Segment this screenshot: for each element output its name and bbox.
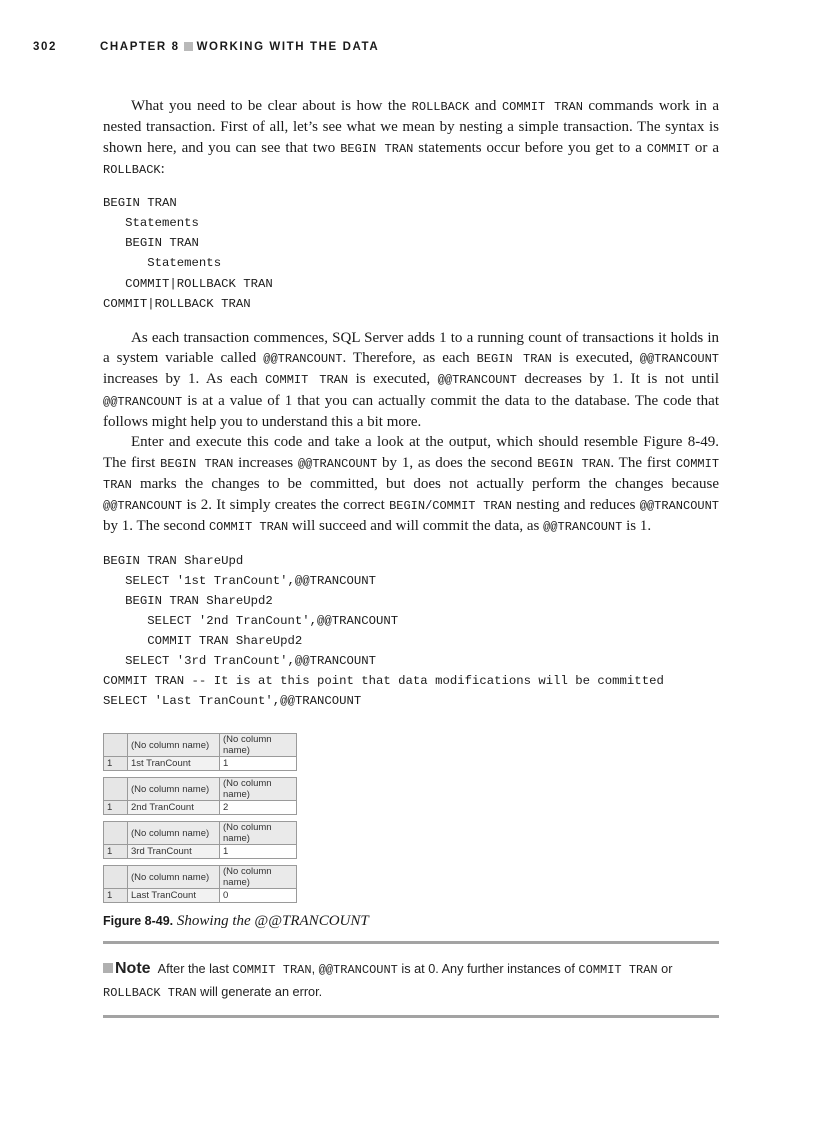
text-run: by 1. The second	[103, 518, 209, 535]
grid-corner	[104, 866, 128, 889]
inline-code: BEGIN TRAN	[160, 456, 234, 471]
note-square-icon	[103, 963, 113, 973]
inline-code: @@TRANCOUNT	[103, 499, 183, 514]
inline-code: COMMIT TRAN	[208, 520, 289, 535]
grid-header-row	[104, 866, 297, 889]
chapter-title: WORKING WITH THE DATA	[196, 41, 380, 53]
row-number: 1	[104, 889, 128, 903]
inline-code: BEGIN TRAN	[537, 456, 611, 471]
text-run: is at 0. Any further instances of	[397, 962, 579, 976]
text-run: is 2. It simply creates the correct	[182, 497, 390, 514]
running-header	[33, 41, 733, 59]
inline-code: ROLLBACK TRAN	[103, 986, 197, 1000]
text-run: decreases by 1. It is not until	[516, 371, 720, 388]
grid-header-row	[104, 734, 297, 757]
text-run: What you need to be clear about is how the	[131, 98, 412, 114]
inline-code: BEGIN TRAN	[340, 141, 414, 156]
grid-corner	[104, 778, 128, 801]
note-label: Note	[115, 960, 151, 977]
paragraph-execute	[103, 432, 719, 537]
note-bottom-rule	[103, 1015, 719, 1018]
grid-corner	[104, 734, 128, 757]
separator-square-icon	[184, 42, 193, 51]
column-header: (No column name)	[128, 734, 220, 757]
inline-code: @@TRANCOUNT	[437, 373, 517, 388]
figure-caption	[103, 913, 719, 930]
row-number: 1	[104, 757, 128, 771]
column-header: (No column name)	[128, 866, 220, 889]
inline-code: COMMIT	[646, 141, 691, 156]
text-run: is executed,	[348, 371, 438, 388]
inline-code: @@TRANCOUNT	[318, 963, 398, 977]
grid-row	[104, 845, 297, 859]
text-run: ,	[311, 962, 319, 976]
grid-cell: 1	[220, 757, 297, 771]
grid-cell: 1	[220, 845, 297, 859]
result-grid	[103, 733, 297, 771]
text-run: increases by 1. As each	[103, 371, 266, 388]
inline-code: COMMIT TRAN	[265, 373, 349, 388]
result-grid	[103, 865, 297, 903]
text-run: commands work in a nested transaction. First of all, let’s see what we mean by nesting a simple transaction. The syntax is shown here, and you can see that two	[103, 98, 720, 156]
inline-code: COMMIT TRAN	[501, 100, 583, 114]
page-number: 302	[33, 41, 57, 53]
row-number: 1	[104, 845, 128, 859]
text-run: is 1.	[622, 518, 652, 535]
main-content	[103, 96, 719, 930]
text-run: Enter and execute this code and take a look at the output, which should resemble Figure 8-49. The first	[103, 434, 719, 471]
result-grid	[103, 777, 297, 815]
grid-row	[104, 757, 297, 771]
grid-cell: 2	[220, 801, 297, 815]
inline-code: BEGIN TRAN	[476, 352, 552, 367]
inline-code: ROLLBACK	[103, 162, 161, 177]
text-run: will generate an error.	[196, 985, 323, 999]
text-run: :	[160, 160, 165, 177]
column-header: (No column name)	[220, 822, 297, 845]
grid-cell: 0	[220, 889, 297, 903]
text-run: marks the changes to be committed, but does not actually perform the changes because	[131, 475, 719, 492]
inline-code: @@TRANCOUNT	[639, 352, 719, 367]
note-box	[103, 941, 719, 1018]
result-grid	[103, 821, 297, 859]
text-run: . Therefore, as each	[342, 350, 477, 367]
code-block-example: BEGIN TRAN ShareUpd SELECT '1st TranCount',@@TRANCOUNT BEGIN TRAN ShareUpd2 SELECT '2nd TranCount',@@TRANCOUNT COMMIT TRAN ShareUpd2 SELECT '3rd TranCount',@@TRANCOUNT COMMIT TRAN -- It is at this point that data modifications will be committed SELECT 'Last TranCount',@@TRANCOUNT	[103, 553, 664, 709]
text-run: or	[657, 962, 673, 976]
column-header: (No column name)	[220, 778, 297, 801]
grid-row	[104, 801, 297, 815]
row-number: 1	[104, 801, 128, 815]
chapter-label: CHAPTER 8	[100, 41, 180, 53]
text-run: nesting and reduces	[511, 497, 640, 514]
note-text	[103, 944, 719, 1015]
column-header: (No column name)	[220, 734, 297, 757]
grid-cell: 3rd TranCount	[128, 845, 220, 859]
text-run: After the last	[157, 962, 233, 976]
chapter-heading	[100, 41, 379, 53]
inline-code: ROLLBACK	[411, 100, 470, 114]
paragraph-trancount	[103, 328, 719, 432]
text-run: . The first	[610, 454, 676, 471]
inline-code: BEGIN/COMMIT TRAN	[389, 499, 512, 514]
grid-cell: Last TranCount	[128, 889, 220, 903]
inline-code: @@TRANCOUNT	[543, 520, 623, 535]
grid-row	[104, 889, 297, 903]
text-run: and	[469, 98, 502, 114]
column-header: (No column name)	[128, 822, 220, 845]
inline-code: @@TRANCOUNT	[297, 456, 378, 471]
inline-code: COMMIT TRAN	[103, 456, 720, 492]
grid-header-row	[104, 778, 297, 801]
column-header: (No column name)	[128, 778, 220, 801]
text-run: is at a value of 1 that you can actually commit the data to the database. The code that follows might help you to understand this a bit more.	[103, 392, 719, 430]
text-run: or a	[690, 139, 720, 156]
text-run: statements occur before you get to a	[413, 139, 647, 156]
text-run: increases	[233, 454, 298, 471]
code-block-syntax: BEGIN TRAN Statements BEGIN TRAN Statements COMMIT|ROLLBACK TRAN COMMIT|ROLLBACK TRAN	[103, 196, 273, 311]
inline-code: @@TRANCOUNT	[263, 352, 343, 367]
grid-cell: 2nd TranCount	[128, 801, 220, 815]
grid-cell: 1st TranCount	[128, 757, 220, 771]
paragraph-nested-intro	[103, 96, 719, 180]
column-header: (No column name)	[220, 866, 297, 889]
figure-title: Showing the @@TRANCOUNT	[176, 913, 369, 930]
text-run: by 1, as does the second	[377, 454, 538, 471]
figure-results-grid	[103, 733, 719, 903]
inline-code: COMMIT TRAN	[578, 963, 658, 977]
text-run: As each transaction commences, SQL Server adds 1 to a running count of transactions it holds in a system variable called	[103, 329, 719, 367]
figure-label: Figure 8-49.	[103, 914, 174, 929]
inline-code: @@TRANCOUNT	[639, 499, 719, 514]
inline-code: COMMIT TRAN	[232, 963, 312, 977]
grid-header-row	[104, 822, 297, 845]
inline-code: @@TRANCOUNT	[103, 394, 183, 409]
grid-corner	[104, 822, 128, 845]
text-run: will succeed and will commit the data, as	[288, 518, 544, 535]
text-run: is executed,	[551, 350, 640, 367]
